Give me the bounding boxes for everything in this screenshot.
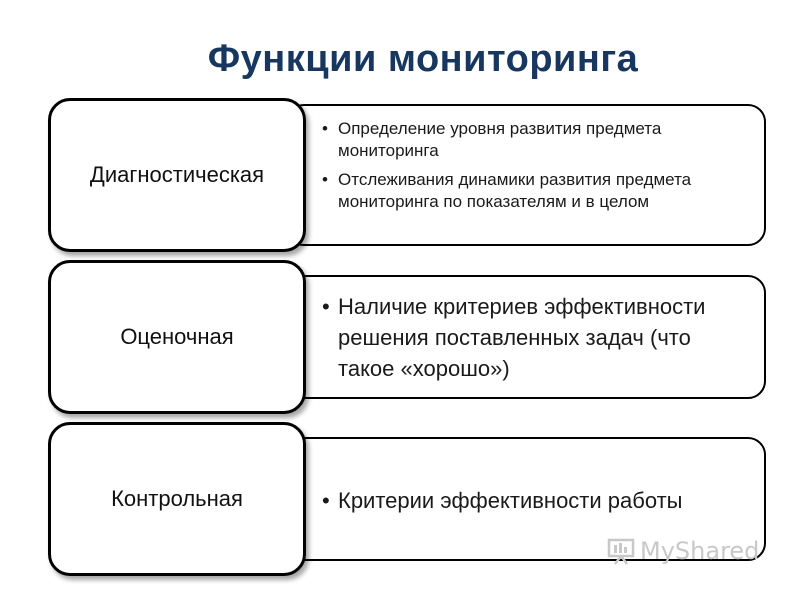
description-panel	[286, 104, 766, 246]
bullet-item: • Определение уровня развития предмета мониторинга	[318, 118, 744, 162]
page-title: Функции мониторинга	[207, 38, 639, 80]
function-label-box	[48, 98, 306, 252]
bullet-list	[318, 485, 748, 516]
bullet-list	[318, 291, 748, 384]
watermark-text: MyShared	[640, 537, 760, 565]
bullet-list	[318, 118, 744, 213]
function-label-box	[48, 422, 306, 576]
watermark	[606, 536, 759, 566]
presentation-board-icon	[606, 536, 636, 566]
function-label: Контрольная	[111, 486, 243, 511]
bullet-item: • Критерии эффективности работы	[318, 485, 748, 516]
function-label: Диагностическая	[89, 162, 265, 187]
bullet-item: • Отслеживания динамики развития предмета мониторинга по показателям и в целом	[318, 169, 744, 213]
description-panel	[286, 275, 766, 399]
function-label: Оценочная	[120, 324, 234, 349]
function-label-box	[48, 260, 306, 414]
bullet-item: • Наличие критериев эффективности решения поставленных задач (что такое «хорошо»)	[318, 291, 748, 384]
